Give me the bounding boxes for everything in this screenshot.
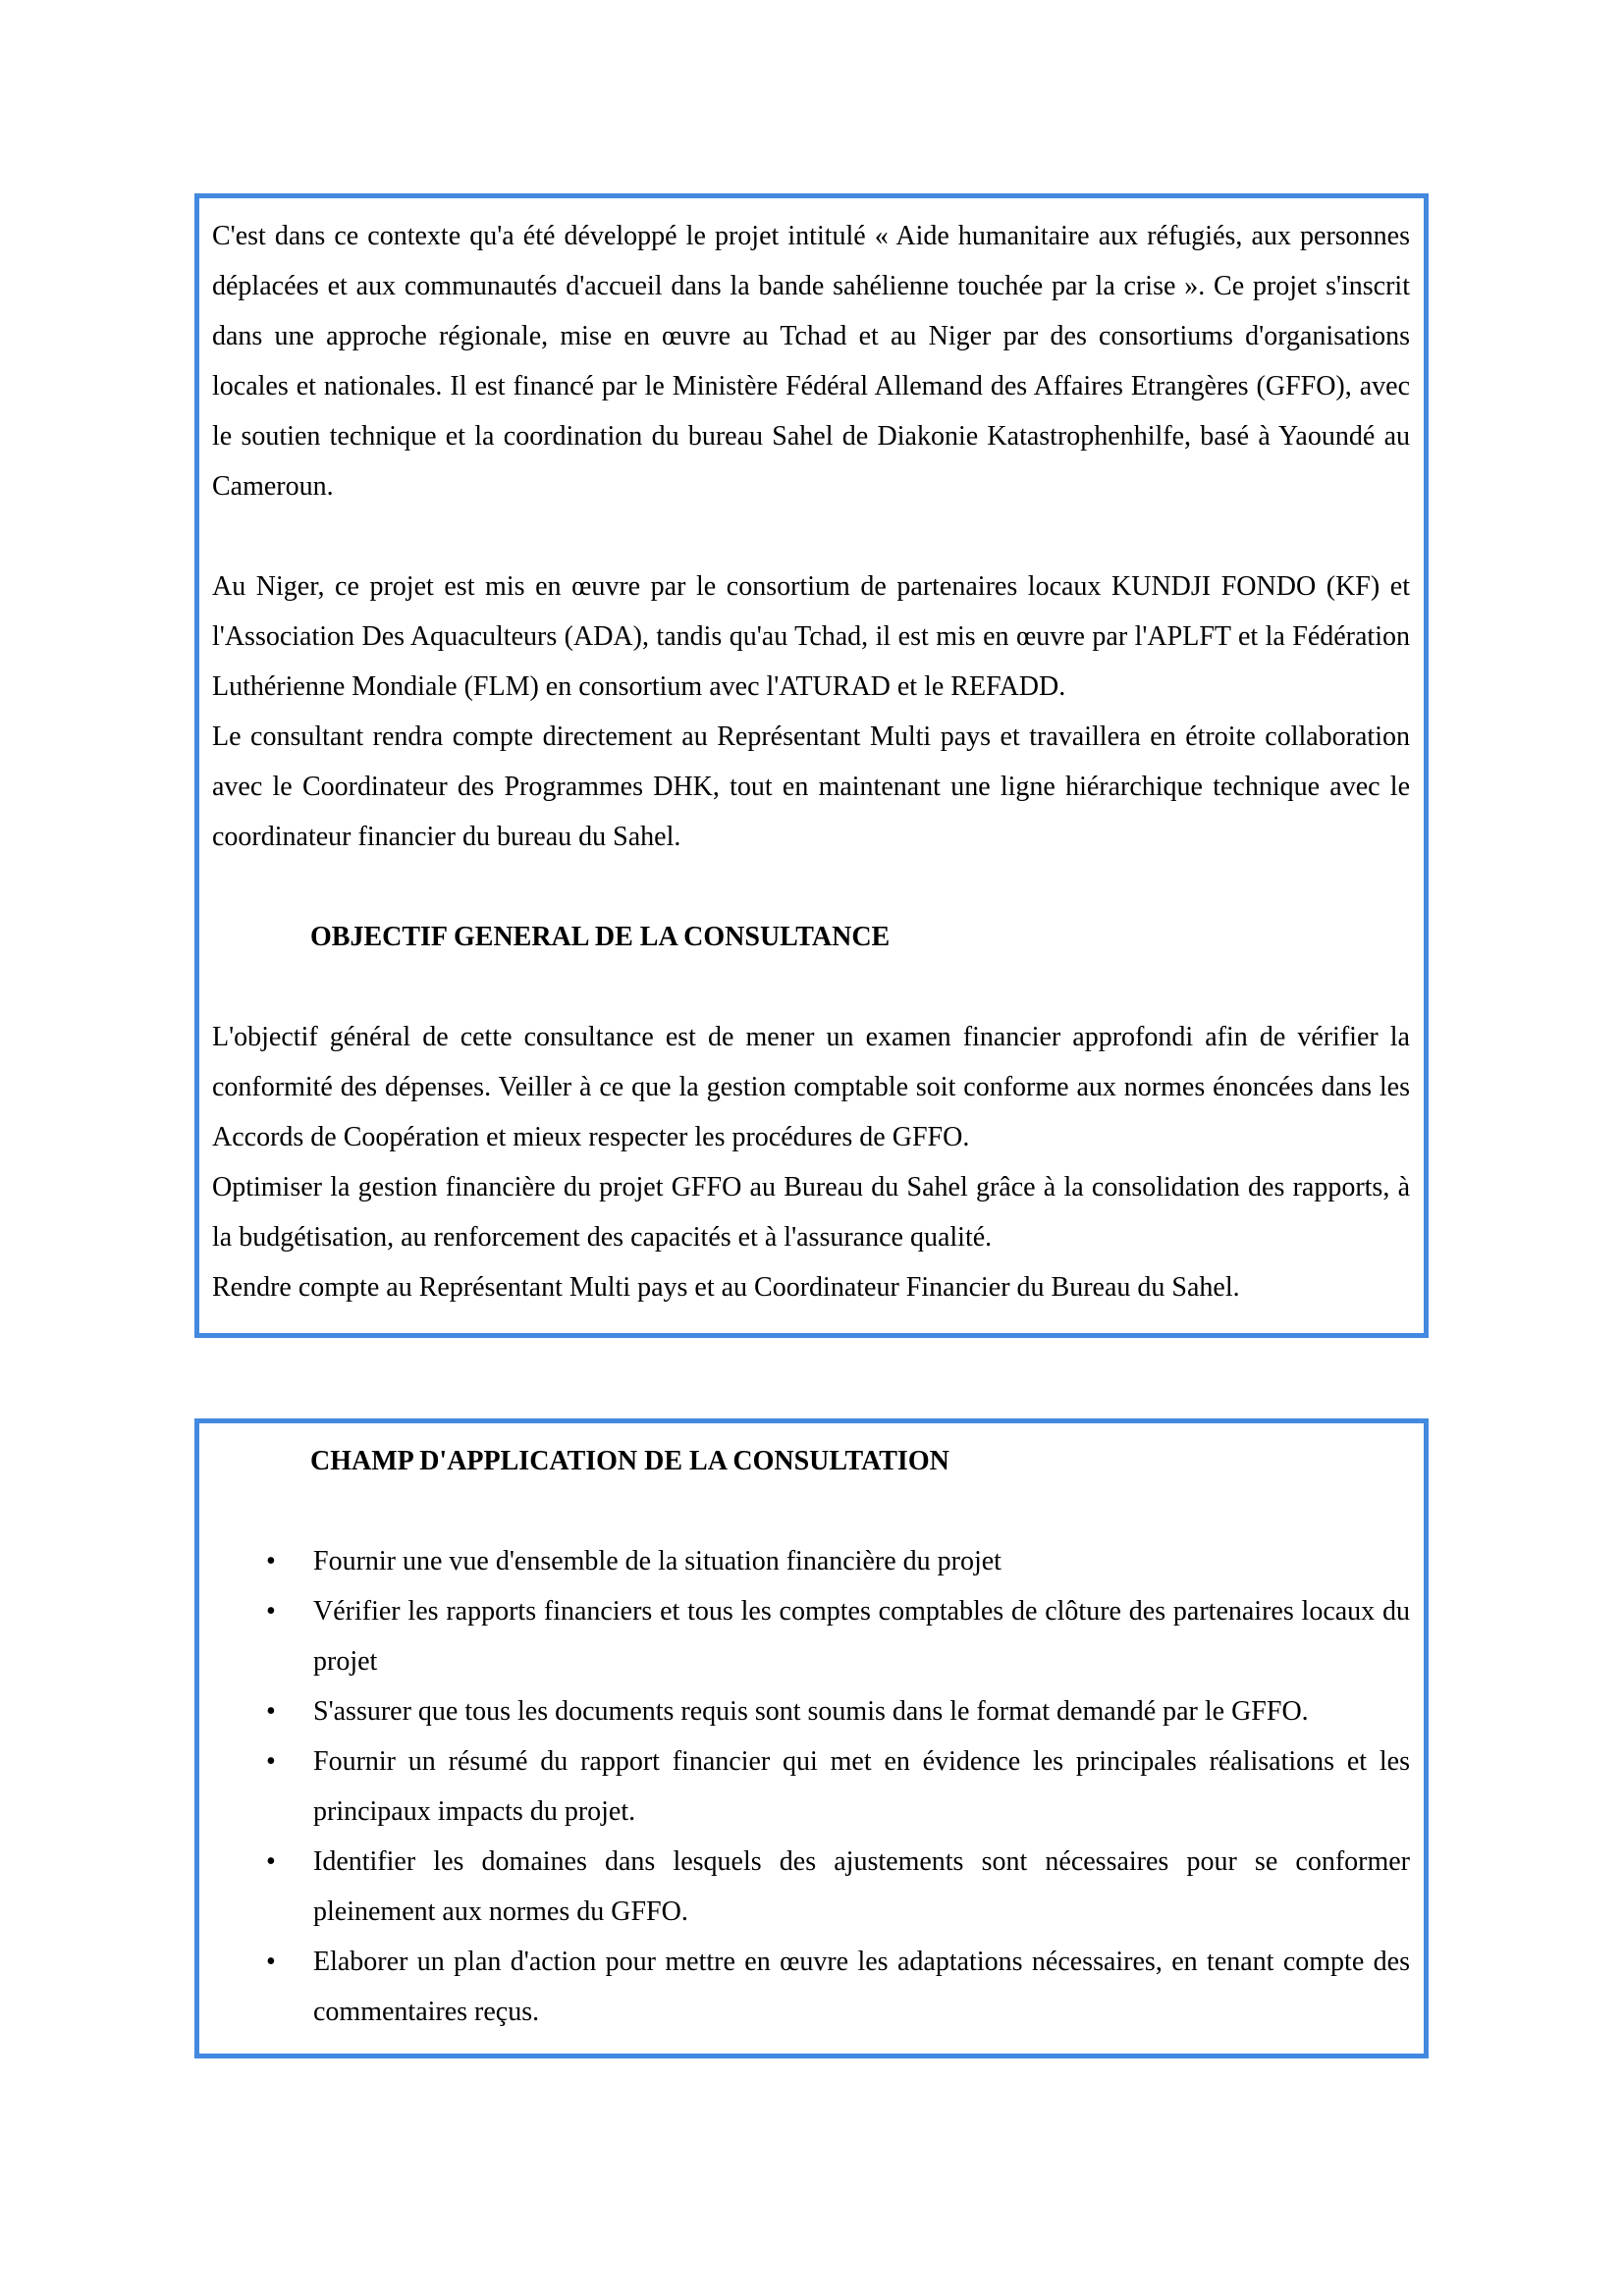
blank-line [212,962,1410,1012]
paragraph-project-context: C'est dans ce contexte qu'a été développé le projet intitulé « Aide humanitaire aux réfugiés, aux personnes déplacées et aux communautés d'accueil dans la bande sahélienne touchée par la crise ». Ce projet s'inscrit dans une approche régionale, mise en œuvre au Tchad et au Niger par des consortiums d'organisations locales et nationales. Il est financé par le Ministère Fédéral Allemand des Affaires Etrangères (GFFO), avec le soutien technique et la coordination du bureau Sahel de Diakonie Katastrophenhilfe, basé à Yaoundé au Cameroun. [212,221,1410,502]
paragraph-consortium-niger-tchad: Au Niger, ce projet est mis en œuvre par le consortium de partenaires locaux KUNDJI FONDO (KF) et l'Association Des Aquaculteurs (ADA), tandis qu'au Tchad, il est mis en œuvre par l'APLFT et la Fédération Luthérienne Mondiale (FLM) en consortium avec l'ATURAD et le REFADD. [212,571,1410,702]
bullet-item-financial-summary [212,1736,1410,1837]
bullet-icon: • [266,1596,276,1627]
bullet-icon: • [266,1746,276,1777]
bullet-text: Identifier les domaines dans lesquels des ajustements sont nécessaires pour se conformer pleinement aux normes du GFFO. [313,1846,1410,1927]
paragraph-objective-optimisation: Optimiser la gestion financière du projet GFFO au Bureau du Sahel grâce à la consolidation des rapports, à la budgétisation, au renforcement des capacités et à l'assurance qualité. [212,1172,1410,1253]
heading-objectif-general: OBJECTIF GENERAL DE LA CONSULTANCE [310,922,891,952]
blank-line [212,862,1410,912]
bullet-item-documents-format [212,1686,1410,1736]
blank-line [212,1486,1410,1536]
bullet-item-overview [212,1536,1410,1586]
heading-champ-application: CHAMP D'APPLICATION DE LA CONSULTATION [310,1446,949,1476]
scope-bullet-list [212,1536,1410,2037]
paragraph-reporting-line: Le consultant rendra compte directement au Représentant Multi pays et travaillera en étroite collaboration avec le Coordinateur des Programmes DHK, tout en maintenant une ligne hiérarchique technique avec le coordinateur financier du bureau du Sahel. [212,721,1410,852]
context-and-objective-box [194,193,1429,1338]
bullet-icon: • [266,1546,276,1576]
bullet-text: Elaborer un plan d'action pour mettre en œuvre les adaptations nécessaires, en tenant compte des commentaires reçus. [313,1947,1410,2027]
bullet-text: S'assurer que tous les documents requis sont soumis dans le format demandé par le GFFO. [313,1696,1309,1727]
bullet-text: Vérifier les rapports financiers et tous les comptes comptables de clôture des partenaires locaux du projet [313,1596,1410,1677]
bullet-item-action-plan [212,1937,1410,2037]
bullet-text: Fournir une vue d'ensemble de la situation financière du projet [313,1546,1001,1576]
bullet-icon: • [266,1947,276,1977]
bullet-icon: • [266,1846,276,1877]
scope-of-consultation-box [194,1418,1429,2058]
bullet-item-identify-adjustments [212,1837,1410,1937]
bullet-text: Fournir un résumé du rapport financier qui met en évidence les principales réalisations et les principaux impacts du projet. [313,1746,1410,1827]
blank-line [212,511,1410,561]
bullet-icon: • [266,1696,276,1727]
bullet-item-verify-reports [212,1586,1410,1686]
paragraph-objective-general: L'objectif général de cette consultance est de mener un examen financier approfondi afin de vérifier la conformité des dépenses. Veiller à ce que la gestion comptable soit conforme aux normes énoncées dans les Accords de Coopération et mieux respecter les procédures de GFFO. [212,1022,1410,1152]
paragraph-objective-reporting: Rendre compte au Représentant Multi pays et au Coordinateur Financier du Bureau du Sahel. [212,1272,1240,1303]
